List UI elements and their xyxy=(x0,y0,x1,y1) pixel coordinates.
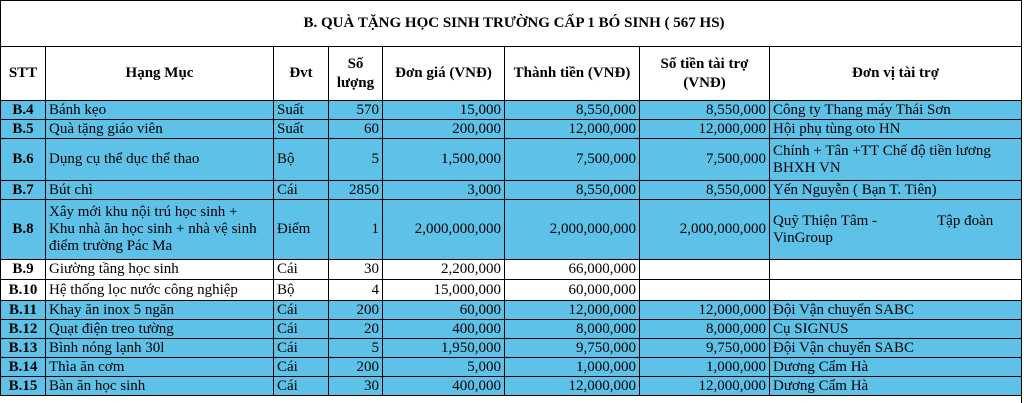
table-row xyxy=(1,101,1022,120)
cell-sponsor[interactable]: Công ty Thang máy Thái Sơn xyxy=(770,101,1022,120)
cell-price[interactable]: 1,950,000 xyxy=(383,339,505,358)
cell-stt[interactable]: B.15 xyxy=(1,377,46,396)
cell-sponsor[interactable]: Dương Cẩm Hà xyxy=(770,358,1022,377)
cell-total[interactable]: 8,550,000 xyxy=(505,101,640,120)
cell-total[interactable]: 9,750,000 xyxy=(505,339,640,358)
cell-unit[interactable]: Cái xyxy=(274,301,329,320)
cell-unit[interactable]: Bộ xyxy=(274,139,329,181)
cell-item[interactable]: Hệ thống lọc nước công nghiệp xyxy=(46,280,274,301)
cell-unit[interactable]: Cái xyxy=(274,339,329,358)
cell-sponsor[interactable] xyxy=(770,280,1022,301)
cell-item[interactable]: Bánh kẹo xyxy=(46,101,274,120)
cell-item[interactable]: Bàn ăn học sinh xyxy=(46,377,274,396)
cell-stt[interactable]: B.4 xyxy=(1,101,46,120)
cell-item[interactable]: Bình nóng lạnh 30l xyxy=(46,339,274,358)
header-dvt[interactable]: Đvt xyxy=(274,47,329,101)
header-don-gia[interactable]: Đơn giá (VNĐ) xyxy=(383,47,505,101)
cell-sponsor[interactable]: Đội Vận chuyển SABC xyxy=(770,339,1022,358)
cell-qty[interactable]: 2850 xyxy=(329,181,383,200)
table-row xyxy=(1,260,1022,280)
cell-unit[interactable]: Cái xyxy=(274,260,329,280)
cell-qty[interactable]: 570 xyxy=(329,101,383,120)
cell-price[interactable]: 400,000 xyxy=(383,320,505,339)
cell-stt[interactable]: B.11 xyxy=(1,301,46,320)
cell-qty[interactable]: 60 xyxy=(329,120,383,139)
cell-sponsored[interactable]: 12,000,000 xyxy=(640,120,770,139)
table-row xyxy=(1,280,1022,301)
cell-price[interactable]: 400,000 xyxy=(383,377,505,396)
cell-sponsor[interactable] xyxy=(770,260,1022,280)
cell-item[interactable]: Xây mới khu nội trú học sinh + Khu nhà ăn học sinh + nhà vệ sinh điểm trường Pác Ma xyxy=(46,200,274,260)
cell-sponsored[interactable]: 1,000,000 xyxy=(640,358,770,377)
header-so-luong[interactable]: Số lượng xyxy=(329,47,383,101)
cell-qty[interactable]: 20 xyxy=(329,320,383,339)
cell-total[interactable]: 12,000,000 xyxy=(505,377,640,396)
cell-total[interactable]: 60,000,000 xyxy=(505,280,640,301)
cell-sponsor[interactable]: Đội Vận chuyển SABC xyxy=(770,301,1022,320)
table-row xyxy=(1,120,1022,139)
cell-unit[interactable]: Suất xyxy=(274,101,329,120)
cell-stt[interactable]: B.8 xyxy=(1,200,46,260)
cell-unit[interactable]: Cái xyxy=(274,320,329,339)
cell-unit[interactable]: Suất xyxy=(274,120,329,139)
cell-price[interactable]: 3,000 xyxy=(383,181,505,200)
cell-sponsor[interactable]: Quỹ Thiện Tâm - Tập đoàn VinGroup xyxy=(770,200,1022,260)
table-row xyxy=(1,320,1022,339)
cell-item[interactable]: Bút chì xyxy=(46,181,274,200)
header-stt[interactable]: STT xyxy=(1,47,46,101)
cell-sponsored[interactable]: 8,000,000 xyxy=(640,320,770,339)
cell-price[interactable]: 60,000 xyxy=(383,301,505,320)
cell-qty[interactable]: 5 xyxy=(329,339,383,358)
cell-sponsor[interactable]: Cụ SIGNUS xyxy=(770,320,1022,339)
cell-sponsored[interactable]: 9,750,000 xyxy=(640,339,770,358)
cell-item[interactable]: Giường tầng học sinh xyxy=(46,260,274,280)
table-row xyxy=(1,358,1022,377)
cell-price[interactable]: 2,200,000 xyxy=(383,260,505,280)
cell-qty[interactable]: 200 xyxy=(329,358,383,377)
cell-item[interactable]: Dụng cụ thể dục thể thao xyxy=(46,139,274,181)
cell-sponsored[interactable]: 12,000,000 xyxy=(640,377,770,396)
table-row xyxy=(1,377,1022,396)
cell-item[interactable]: Quạt điện treo tường xyxy=(46,320,274,339)
cell-unit[interactable]: Cái xyxy=(274,358,329,377)
cell-sponsor[interactable]: Dương Cẩm Hà xyxy=(770,377,1022,396)
cell-qty[interactable]: 5 xyxy=(329,139,383,181)
cell-stt[interactable]: B.14 xyxy=(1,358,46,377)
cell-price[interactable]: 15,000 xyxy=(383,101,505,120)
cell-qty[interactable]: 4 xyxy=(329,280,383,301)
cell-stt[interactable]: B.12 xyxy=(1,320,46,339)
cell-qty[interactable]: 30 xyxy=(329,377,383,396)
table-row xyxy=(1,181,1022,200)
cell-sponsored[interactable]: 8,550,000 xyxy=(640,181,770,200)
cell-total[interactable]: 1,000,000 xyxy=(505,358,640,377)
cell-total[interactable]: 7,500,000 xyxy=(505,139,640,181)
cell-total[interactable]: 8,000,000 xyxy=(505,320,640,339)
header-hang-muc[interactable]: Hạng Mục xyxy=(46,47,274,101)
cell-total[interactable]: 12,000,000 xyxy=(505,301,640,320)
cell-price[interactable]: 5,000 xyxy=(383,358,505,377)
cell-qty[interactable]: 30 xyxy=(329,260,383,280)
cell-unit[interactable]: Cái xyxy=(274,181,329,200)
cell-stt[interactable]: B.5 xyxy=(1,120,46,139)
cell-unit[interactable]: Cái xyxy=(274,377,329,396)
cell-price[interactable]: 200,000 xyxy=(383,120,505,139)
cell-sponsored[interactable]: 2,000,000,000 xyxy=(640,200,770,260)
cell-price[interactable]: 2,000,000,000 xyxy=(383,200,505,260)
header-row xyxy=(1,47,1022,101)
cell-unit[interactable]: Điểm xyxy=(274,200,329,260)
cell-unit[interactable]: Bộ xyxy=(274,280,329,301)
sheet-title[interactable]: B. QUÀ TẶNG HỌC SINH TRƯỜNG CẤP 1 BÓ SINH ( 567 HS) xyxy=(274,1,1022,47)
cell-stt[interactable]: B.7 xyxy=(1,181,46,200)
table-row xyxy=(1,301,1022,320)
header-so-tien-tai-tro[interactable]: Số tiền tài trợ (VNĐ) xyxy=(640,47,770,101)
cell-stt[interactable]: B.9 xyxy=(1,260,46,280)
cell-total[interactable]: 2,000,000,000 xyxy=(505,200,640,260)
cell-total[interactable]: 66,000,000 xyxy=(505,260,640,280)
cell-price[interactable]: 15,000,000 xyxy=(383,280,505,301)
cell-item[interactable]: Khay ăn inox 5 ngăn xyxy=(46,301,274,320)
cell-qty[interactable]: 1 xyxy=(329,200,383,260)
cell-sponsored[interactable]: 12,000,000 xyxy=(640,301,770,320)
cell-sponsored[interactable] xyxy=(640,260,770,280)
table-row xyxy=(1,200,1022,260)
header-thanh-tien[interactable]: Thành tiền (VNĐ) xyxy=(505,47,640,101)
cell-total[interactable]: 8,550,000 xyxy=(505,181,640,200)
cell-sponsored[interactable] xyxy=(640,280,770,301)
cell-item[interactable]: Thìa ăn cơm xyxy=(46,358,274,377)
cell-price[interactable]: 1,500,000 xyxy=(383,139,505,181)
cell-sponsored[interactable]: 8,550,000 xyxy=(640,101,770,120)
cell-sponsor[interactable]: Chính + Tân +TT Chế độ tiền lương BHXH VN xyxy=(770,139,1022,181)
cell-stt[interactable]: B.6 xyxy=(1,139,46,181)
header-don-vi-tai-tro[interactable]: Đơn vị tài trợ xyxy=(770,47,1022,101)
cell-item[interactable]: Quà tặng giáo viên xyxy=(46,120,274,139)
cell-sponsor[interactable]: Hội phụ tùng oto HN xyxy=(770,120,1022,139)
cell-stt[interactable]: B.13 xyxy=(1,339,46,358)
table-row xyxy=(1,339,1022,358)
table-row xyxy=(1,139,1022,181)
title-row xyxy=(1,1,1022,47)
cell-total[interactable]: 12,000,000 xyxy=(505,120,640,139)
cell-sponsored[interactable]: 7,500,000 xyxy=(640,139,770,181)
cell-qty[interactable]: 200 xyxy=(329,301,383,320)
cell-stt[interactable]: B.10 xyxy=(1,280,46,301)
cell-sponsor[interactable]: Yến Nguyễn ( Bạn T. Tiên) xyxy=(770,181,1022,200)
